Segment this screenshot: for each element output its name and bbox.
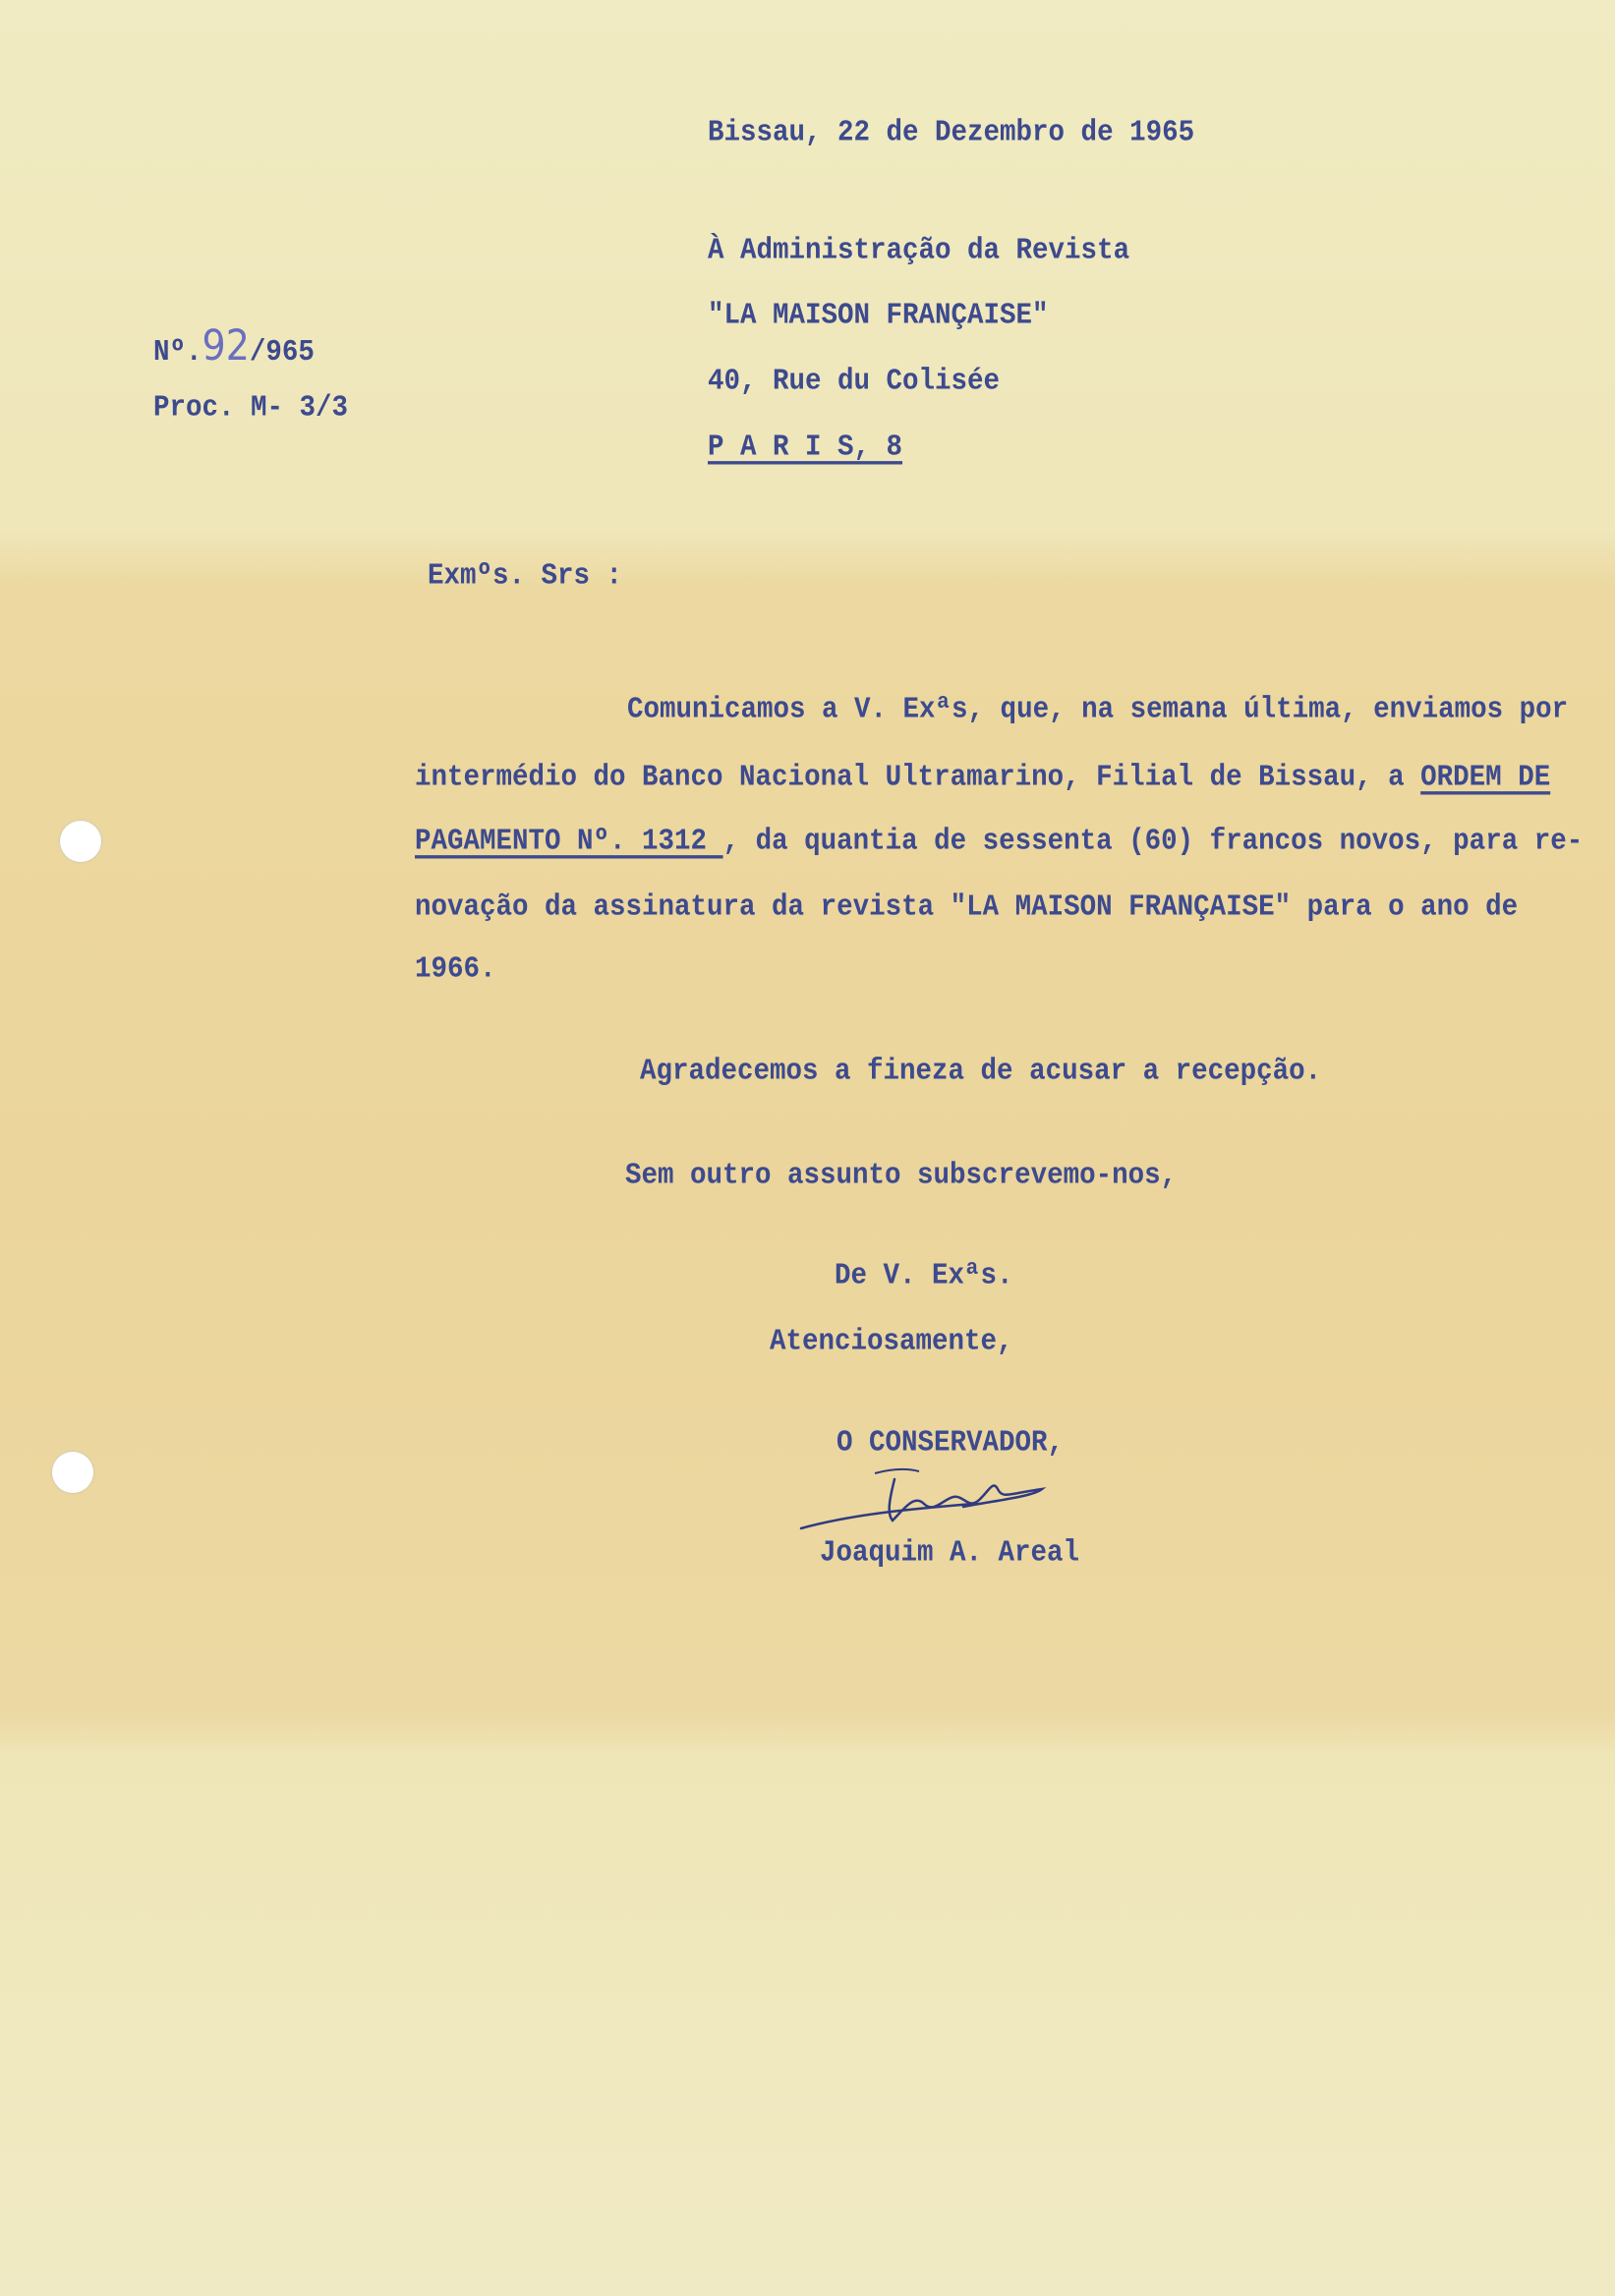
reference-number [153, 320, 315, 370]
closing-line-1: De V. Exªs. [835, 1258, 1013, 1293]
reference-handwritten: 92 [202, 320, 250, 370]
recipient-line-3: 40, Rue du Colisée [708, 364, 1001, 399]
handwritten-signature [796, 1460, 1062, 1548]
body-line: Comunicamos a V. Exªs, que, na semana última, enviamos por [627, 692, 1569, 727]
payment-order-underlined: PAGAMENTO Nº. 1312 [415, 824, 723, 859]
date-line: Bissau, 22 de Dezembro de 1965 [708, 115, 1195, 150]
punch-hole [52, 1452, 93, 1493]
recipient-line-2: "LA MAISON FRANÇAISE" [708, 298, 1049, 333]
body-line [415, 760, 1551, 795]
body-line [415, 824, 1584, 859]
paragraph-thanks: Agradecemos a fineza de acusar a recepção. [640, 1054, 1322, 1089]
payment-order-underlined: ORDEM DE [1420, 760, 1551, 795]
body-line: 1966. [415, 951, 496, 987]
reference-prefix: Nº. [153, 335, 202, 370]
closing-line-2: Atenciosamente, [770, 1324, 1013, 1359]
signer-title: O CONSERVADOR, [836, 1425, 1065, 1461]
paragraph-closing: Sem outro assunto subscrevemo-nos, [625, 1158, 1178, 1193]
salutation: Exmºs. Srs : [428, 558, 623, 594]
signer-name: Joaquim A. Areal [820, 1535, 1080, 1571]
body-text: intermédio do Banco Nacional Ultramarino, Filial de Bissau, a [415, 760, 1421, 795]
punch-hole [60, 821, 101, 862]
reference-suffix: /965 [249, 335, 315, 370]
recipient-line-1: À Administração da Revista [708, 233, 1130, 268]
process-number: Proc. M- 3/3 [153, 390, 349, 426]
recipient-city: P A R I S, 8 [708, 430, 903, 465]
body-text: , da quantia de sessenta (60) francos novos, para re- [722, 824, 1584, 859]
body-line: novação da assinatura da revista "LA MAISON FRANÇAISE" para o ano de [415, 890, 1519, 925]
